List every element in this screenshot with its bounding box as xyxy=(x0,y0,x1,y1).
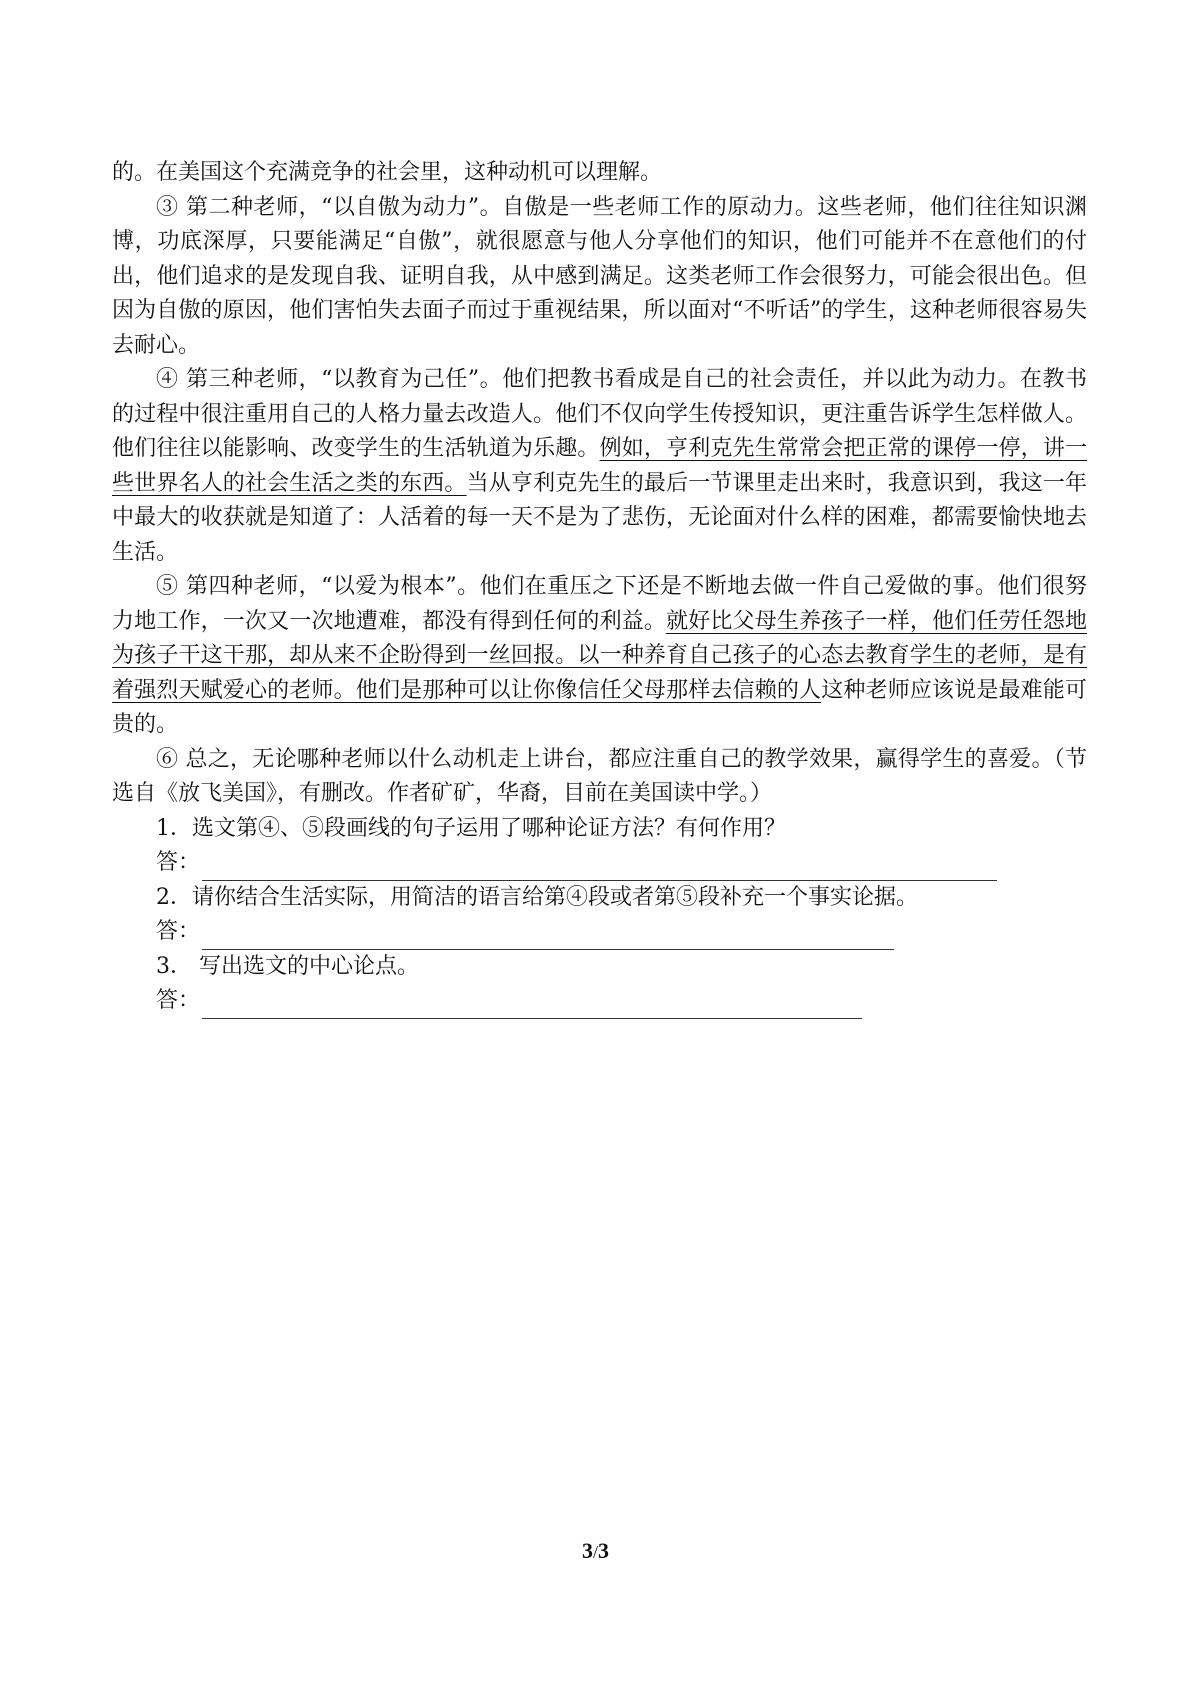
question-1: 1．选文第④、⑤段画线的句子运用了哪种论证方法？有何作用？ xyxy=(156,815,786,841)
paragraph-6: ⑥ 总之，无论哪种老师以什么动机走上讲台，都应注重自己的教学效果，赢得学生的喜爱。（节选自《放飞美国》，有删改。作者矿矿，华裔，目前在美国读中学。） xyxy=(112,746,1087,806)
paragraph-4 xyxy=(112,363,1087,570)
paragraph-continuation: 的。在美国这个充满竞争的社会里，这种动机可以理解。 xyxy=(112,160,663,185)
paragraph-4-underlined-sentence: 例如，亨利克先生常常会把正常的课停一停，讲一些世界名人的社会生活之类的东西。 xyxy=(112,436,1087,496)
answer-row-2 xyxy=(112,915,1087,950)
answer-row-3 xyxy=(112,984,1087,1019)
answer-label-3: 答： xyxy=(156,988,201,1013)
page-separator: / xyxy=(592,1542,598,1562)
paragraph-4-text-a: ④ 第三种老师，“以教育为己任”。他们把教书看成是自己的社会责任，并以此为动力。在教书的过程中很注重用自己的人格力量去改造人。他们不仅向学生传授知识，更注重告诉学生怎样做人。他们往往以能影响、改变学生的生活轨道为乐趣。 xyxy=(112,367,1087,461)
answer-line-2[interactable] xyxy=(202,925,894,950)
answer-label-1: 答： xyxy=(156,850,201,875)
paragraph-5 xyxy=(112,570,1087,743)
page-number xyxy=(0,1538,1191,1564)
question-2: 2．请你结合生活实际，用简洁的语言给第④段或者第⑤段补充一个事实论据。 xyxy=(156,884,918,910)
page-total: 3 xyxy=(598,1538,609,1563)
paragraph-5-underlined-sentence: 就好比父母生养孩子一样，他们任劳任怨地为孩子干这干那，却从来不企盼得到一丝回报。以一种养育自己孩子的心态去教育学生的老师，是有着强烈天赋爱心的老师。他们是那种可以让你像信任父母那样去信赖的人 xyxy=(112,608,1087,703)
article-body xyxy=(112,156,1087,1019)
paragraph-5-text-b: 这种老师应该说是最难能可贵的。 xyxy=(112,677,1087,737)
answer-row-1 xyxy=(112,846,1087,881)
paragraph-3: ③ 第二种老师，“以自傲为动力”。自傲是一些老师工作的原动力。这些老师，他们往往知识渊博，功底深厚，只要能满足“自傲”，就很愿意与他人分享他们的知识，他们可能并不在意他们的付出，他们追求的是发现自我、证明自我，从中感到满足。这类老师工作会很努力，可能会很出色。但因为自傲的原因，他们害怕失去面子而过于重视结果，所以面对“不听话”的学生，这种老师很容易失去耐心。 xyxy=(112,194,1087,358)
answer-label-2: 答： xyxy=(156,919,201,944)
answer-line-1[interactable] xyxy=(202,856,997,881)
page-current: 3 xyxy=(581,1538,593,1563)
question-3: 3． 写出选文的中心论点。 xyxy=(156,953,419,979)
answer-line-3[interactable] xyxy=(202,994,862,1019)
paragraph-5-text-a: ⑤ 第四种老师，“以爱为根本”。他们在重压之下还是不断地去做一件自己爱做的事。他们很努力地工作，一次又一次地遭难，都没有得到任何的利益。 xyxy=(112,574,1087,634)
paragraph-4-text-b: 当从亨利克先生的最后一节课里走出来时，我意识到，我这一年中最大的收获就是知道了：人活着的每一天不是为了悲伤，无论面对什么样的困难，都需要愉快地去生活。 xyxy=(112,470,1087,565)
